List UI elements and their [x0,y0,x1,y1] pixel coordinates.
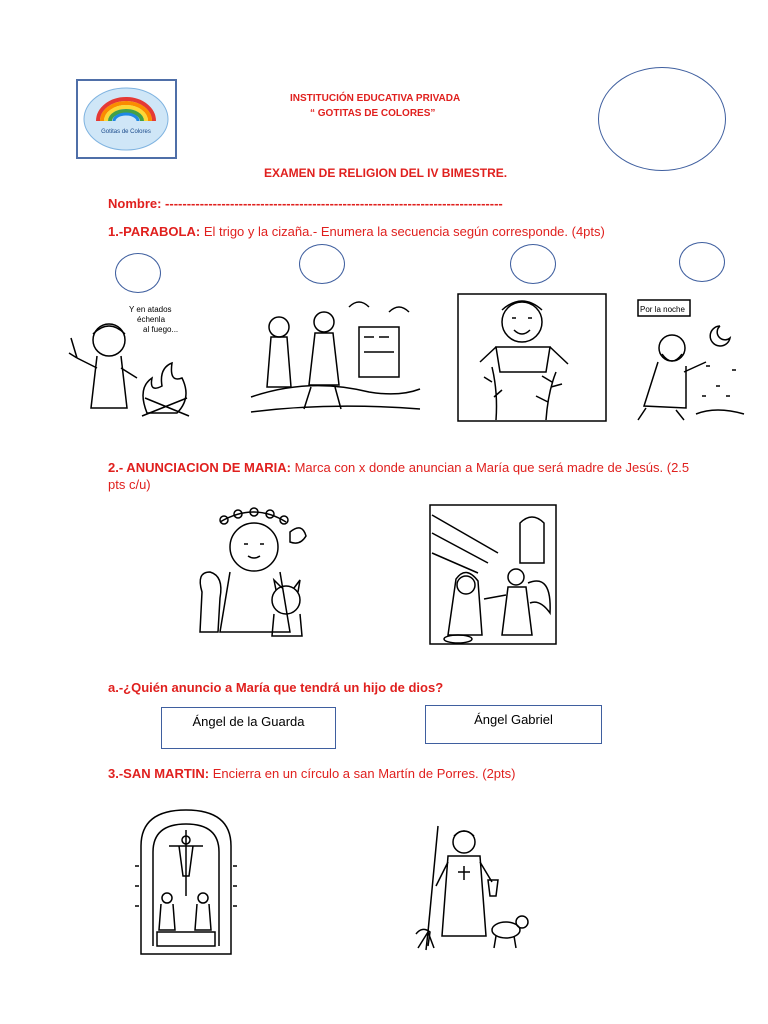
night-sower-illustration-icon [636,296,746,424]
altar-image[interactable] [131,806,241,956]
q2-label: 2.- ANUNCIACION DE MARIA: [108,460,291,475]
annunciation-image[interactable] [428,503,558,646]
logo-text: Gotitas de Colores [101,129,151,135]
option1-label: Ángel de la Guarda [192,714,305,729]
exam-title: EXAMEN DE RELIGION DEL IV BIMESTRE. [264,166,508,180]
q1-label: 1.-PARABOLA: [108,224,201,239]
question-3 [108,766,515,781]
san-martin-image[interactable] [408,822,538,954]
field-scene-illustration-icon [249,297,422,419]
boy-fire-illustration-icon [67,298,202,424]
answer-circle-3[interactable] [510,244,556,284]
panel1-caption-line2: échenla [137,315,166,324]
panel1-caption-line1: Y en atados [129,305,172,314]
option2-label: Ángel Gabriel [474,712,553,727]
answer-circle-1[interactable] [115,253,161,293]
boy-plants-illustration-icon [456,292,608,423]
q3-text: Encierra en un círculo a san Martín de Porres. (2pts) [209,766,516,781]
answer-option-guardian-angel[interactable] [161,707,336,749]
panel1-caption-line3: al fuego... [143,325,179,334]
answer-circle-2[interactable] [299,244,345,284]
school-name: “ GOTITAS DE COLORES” [310,108,436,119]
q1-text: El trigo y la cizaña.- Enumera la secuencia según corresponde. (4pts) [200,224,605,239]
san-martin-broom-illustration-icon [408,822,538,954]
q3-label: 3.-SAN MARTIN: [108,766,210,781]
guardian-angel-image[interactable] [190,502,318,645]
panel4-caption: Por la noche [640,305,685,314]
institution-title: INSTITUCIÓN EDUCATIVA PRIVADA [290,93,461,104]
parable-panel-3[interactable] [456,292,608,423]
angel-animals-illustration-icon [190,502,318,645]
rainbow-logo-icon [78,81,175,157]
altar-crucifix-illustration-icon [131,806,241,956]
q2-text-line1: Marca con x donde anuncian a María que será madre de Jesús. (2.5 [290,460,690,475]
annunciation-illustration-icon [428,503,558,646]
question-2 [108,460,689,475]
question-a: a.-¿Quién anuncio a María que tendrá un hijo de dios? [108,680,444,695]
parable-panel-1[interactable] [67,298,202,424]
photo-oval [598,67,726,171]
answer-circle-4[interactable] [679,242,725,282]
school-logo [76,79,177,159]
parable-panel-2[interactable] [249,297,422,419]
question-1 [108,224,605,239]
q2-text-line2: pts c/u) [108,477,151,492]
nombre-line[interactable]: Nombre: ------------------------------------------------------------------------------ [108,196,503,211]
answer-option-gabriel[interactable] [425,705,602,744]
parable-panel-4[interactable] [636,296,746,424]
